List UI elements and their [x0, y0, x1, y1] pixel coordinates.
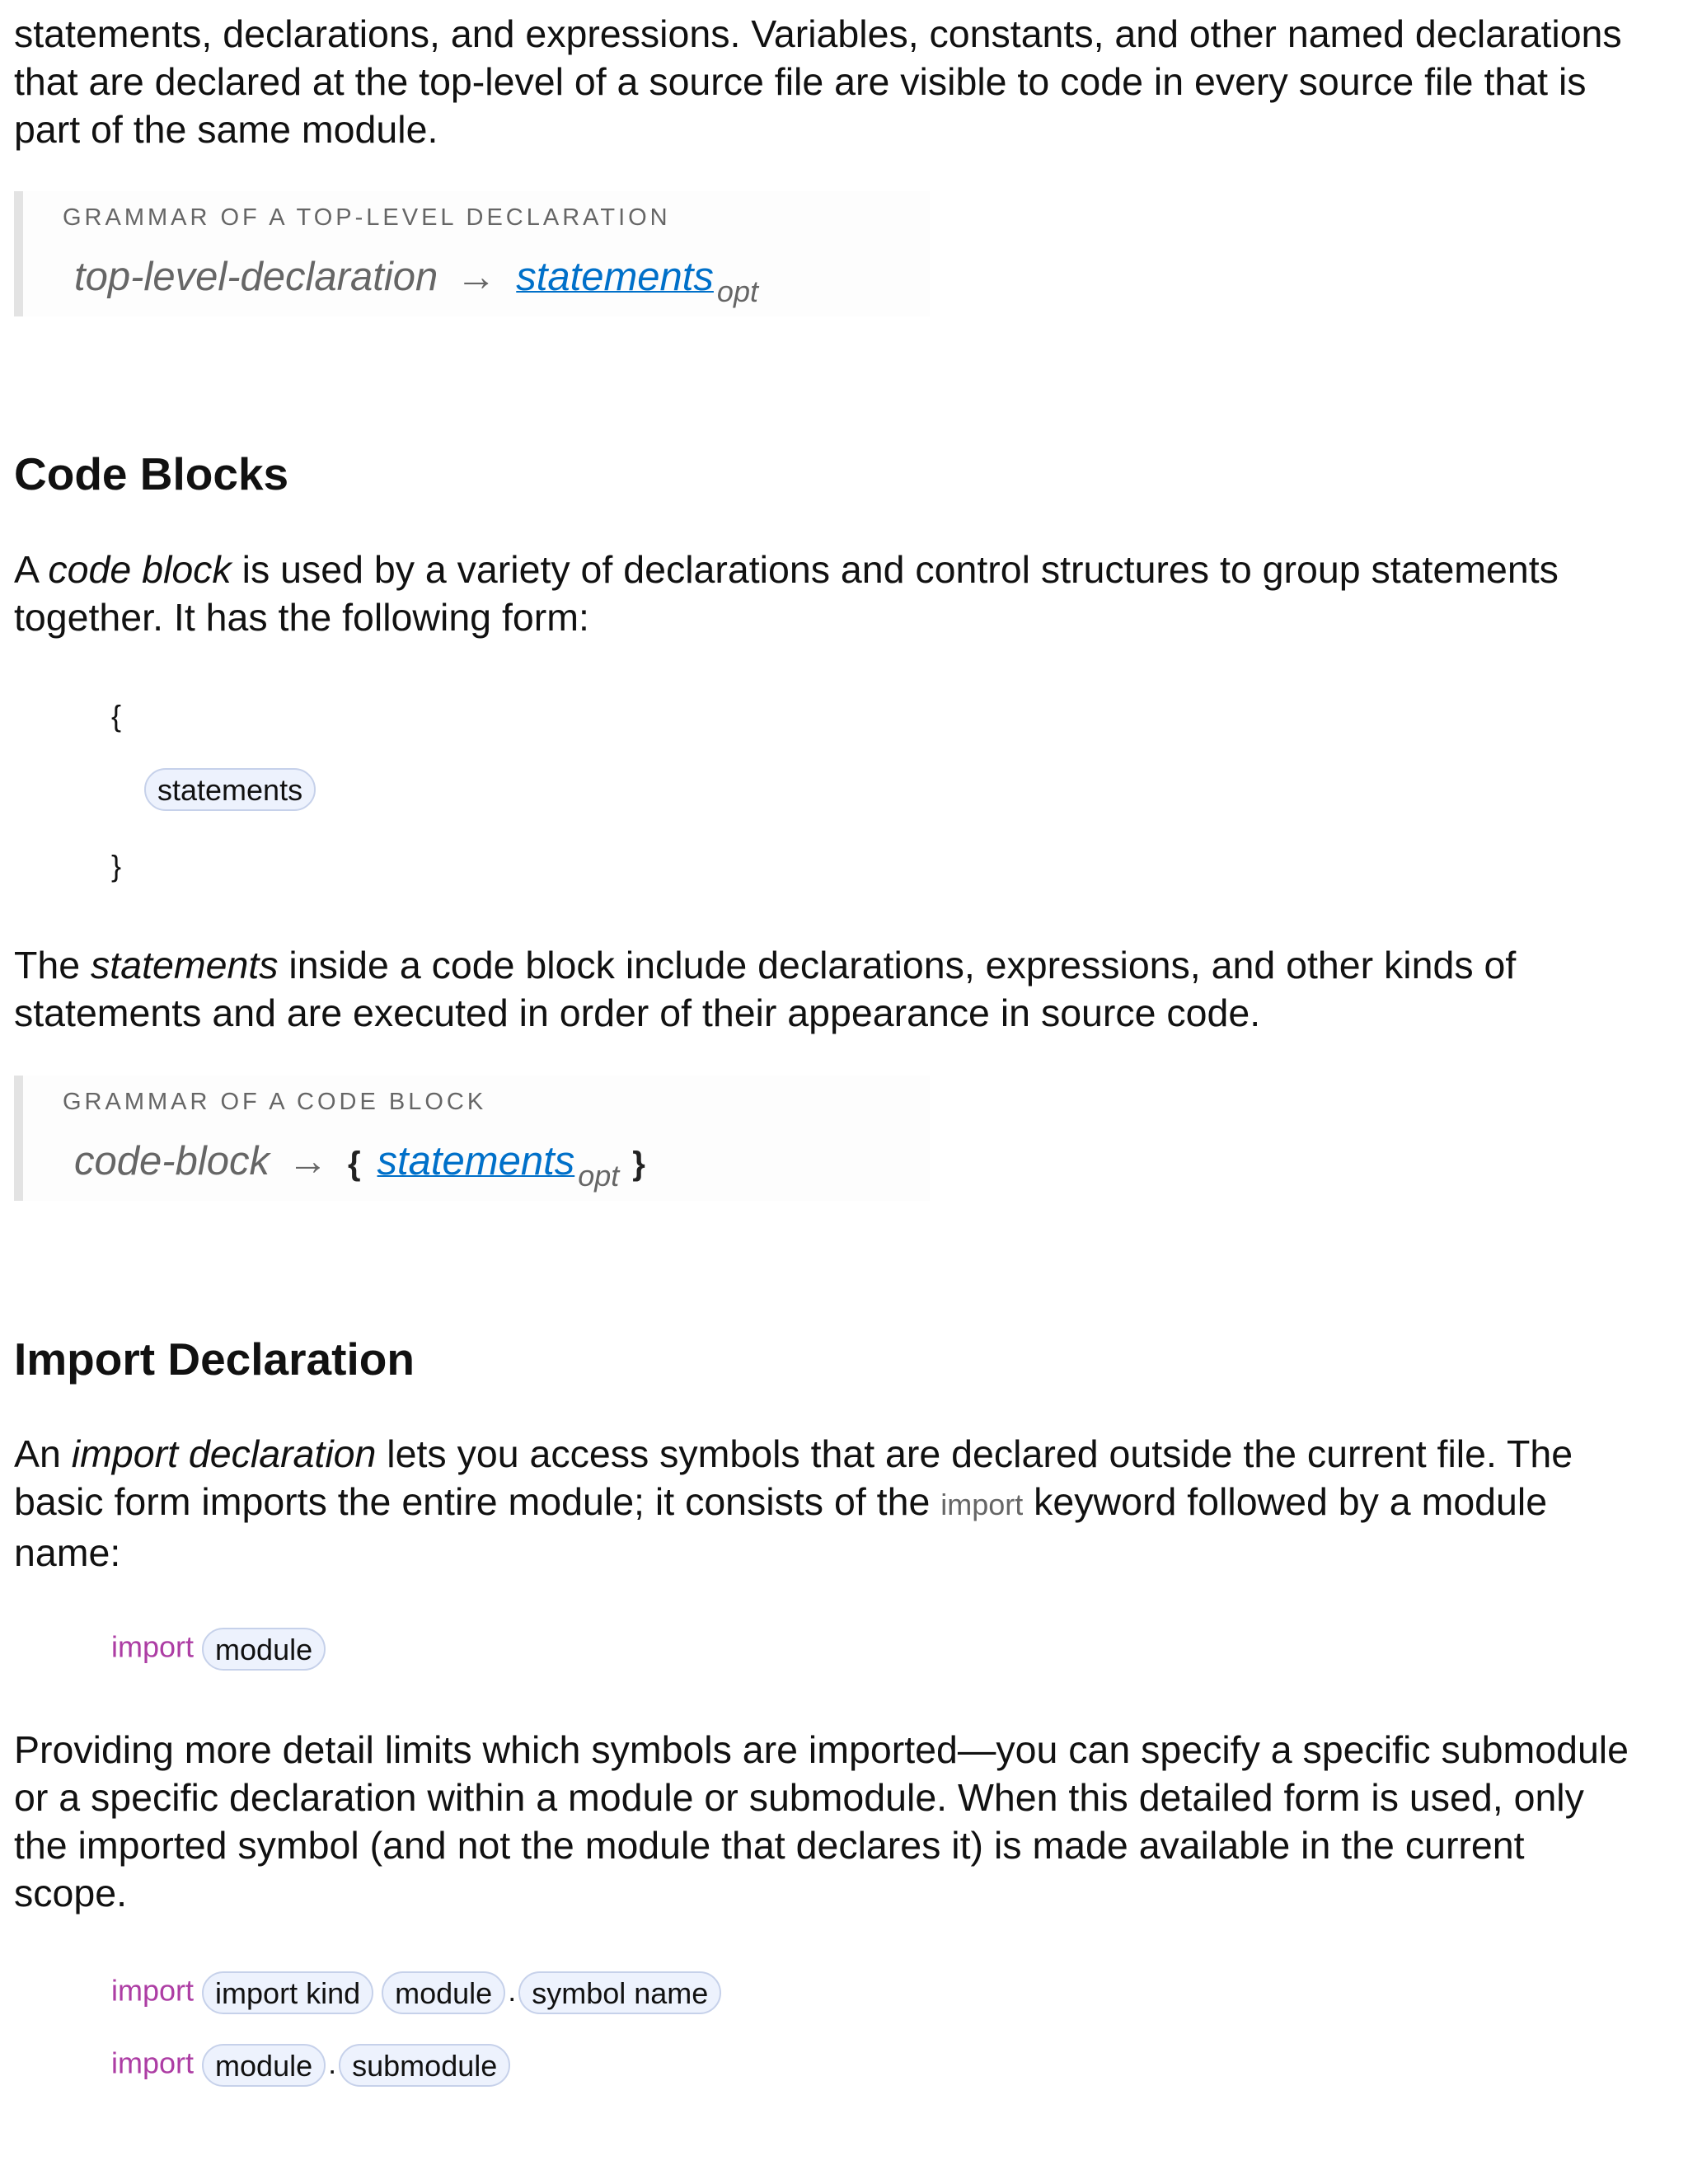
- grammar-code-block: [14, 1076, 930, 1201]
- code-blocks-paragraph: [14, 546, 1671, 641]
- keyword-import: import: [111, 1629, 195, 1664]
- intro-line-2: that are declared at the top-level of a source file are visible to code in every source file that is: [14, 60, 1587, 103]
- text-run: inside a code block include declarations, expressions, and other kinds of: [278, 944, 1517, 987]
- statements-paragraph: [14, 941, 1671, 1037]
- literal-close-brace: }: [632, 1146, 645, 1182]
- placeholder-module: module: [202, 1628, 326, 1671]
- statements-link[interactable]: statements: [516, 255, 714, 299]
- grammar-title: GRAMMAR OF A TOP-LEVEL DECLARATION: [63, 204, 671, 231]
- placeholder-symbol-name: symbol name: [518, 1971, 721, 2014]
- grammar-title: GRAMMAR OF A CODE BLOCK: [63, 1089, 487, 1115]
- text-run: An: [14, 1432, 72, 1475]
- text-run: basic form imports the entire module; it consists of the: [14, 1480, 941, 1523]
- arrow-icon: →: [287, 1139, 328, 1183]
- term-code-block: code block: [48, 548, 232, 591]
- text-run: lets you access symbols that are declared outside the current file. The: [376, 1432, 1573, 1475]
- grammar-lhs: top-level-declaration: [74, 255, 438, 299]
- statements-link[interactable]: statements: [377, 1139, 575, 1183]
- placeholder-module: module: [382, 1971, 505, 2014]
- text-run: scope.: [14, 1872, 128, 1915]
- grammar-production: [74, 254, 758, 309]
- grammar-production: [74, 1138, 645, 1193]
- import-form-basic: [111, 1628, 326, 1671]
- optional-marker: opt: [716, 274, 758, 308]
- text-run: keyword followed by a module: [1023, 1480, 1548, 1523]
- arrow-icon: →: [456, 255, 497, 299]
- text-run: the imported symbol (and not the module that declares it) is made available in the current: [14, 1824, 1525, 1867]
- code-block-placeholder-row: [144, 768, 316, 811]
- literal-open-brace: {: [347, 1146, 361, 1182]
- keyword-import: import: [111, 2046, 195, 2080]
- term-statements: statements: [91, 944, 279, 987]
- text-run: statements and are executed in order of their appearance in source code.: [14, 991, 1261, 1034]
- text-run: name:: [14, 1531, 121, 1574]
- import-paragraph-2: [14, 1726, 1671, 1917]
- import-form-symbol: [111, 1971, 721, 2014]
- inline-code-import: import: [940, 1488, 1024, 1521]
- text-run: or a specific declaration within a module or submodule. When this detailed form is used, only: [14, 1776, 1584, 1819]
- placeholder-submodule: submodule: [339, 2044, 510, 2087]
- intro-line-3: part of the same module.: [14, 108, 438, 151]
- intro-line-1: statements, declarations, and expressions. Variables, constants, and other named declarations: [14, 12, 1622, 55]
- text-run: is used by a variety of declarations and control structures to group statements: [231, 548, 1559, 591]
- text-run: Providing more detail limits which symbols are imported—you can specify a specific submodule: [14, 1728, 1629, 1771]
- dot-separator: .: [508, 1973, 517, 2008]
- text-run: together. It has the following form:: [14, 596, 589, 639]
- grammar-lhs: code-block: [74, 1139, 270, 1183]
- text-run: The: [14, 944, 91, 987]
- placeholder-module: module: [202, 2044, 326, 2087]
- section-heading-code-blocks: Code Blocks: [14, 448, 289, 499]
- optional-marker: opt: [578, 1159, 620, 1193]
- keyword-import: import: [111, 1973, 195, 2008]
- import-paragraph-1: [14, 1430, 1671, 1577]
- dot-separator: .: [328, 2046, 337, 2080]
- text-run: A: [14, 548, 49, 591]
- section-heading-import-declaration: Import Declaration: [14, 1333, 415, 1385]
- code-block-close-brace: }: [111, 849, 122, 883]
- code-block-open-brace: {: [111, 699, 122, 733]
- import-form-submodule: [111, 2044, 510, 2087]
- placeholder-statements: statements: [144, 768, 316, 811]
- intro-paragraph: [14, 10, 1671, 153]
- term-import-declaration: import declaration: [71, 1432, 377, 1475]
- grammar-top-level-declaration: [14, 191, 930, 316]
- placeholder-import-kind: import kind: [202, 1971, 373, 2014]
